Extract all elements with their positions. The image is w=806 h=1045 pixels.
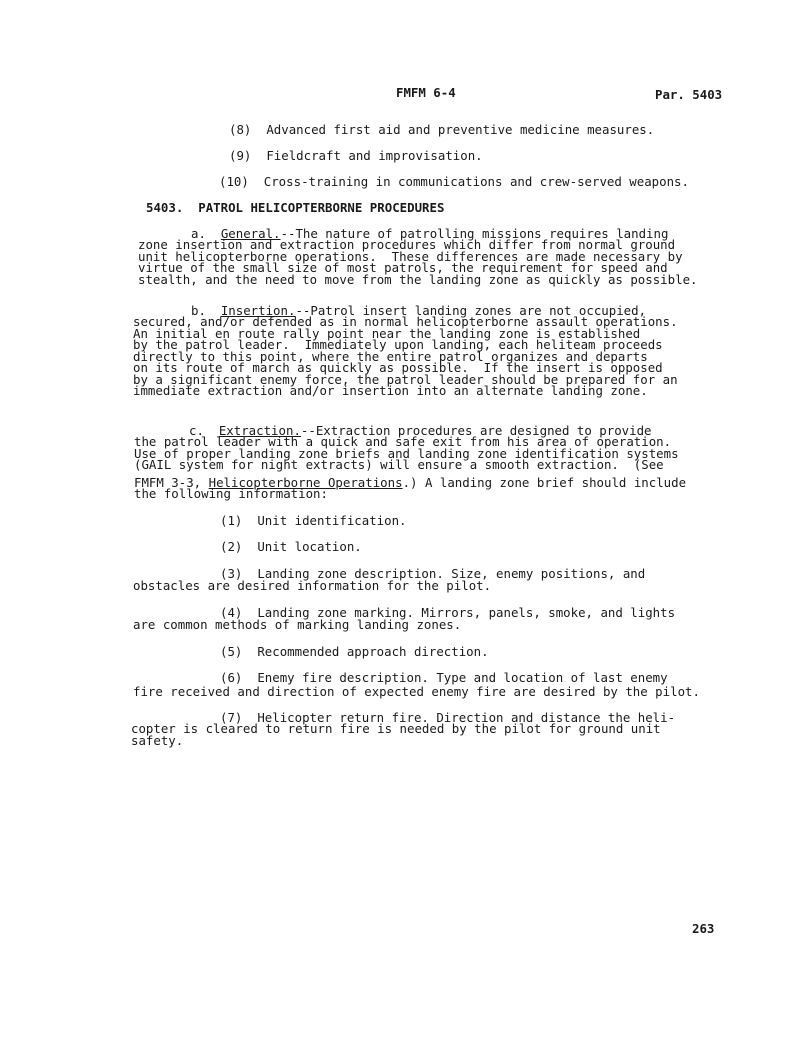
item-text: Helicopter return fire. Direction and distance the heli- [257, 710, 676, 725]
paragraph-heading: Insertion. [220, 303, 296, 318]
item-number: (3) [220, 566, 243, 581]
item-number: (2) [220, 539, 243, 554]
list-item [220, 645, 489, 658]
item-number: (8) [229, 122, 252, 137]
paragraph-heading: General. [220, 226, 281, 241]
item-text: Fieldcraft and improvisation. [266, 148, 483, 163]
paragraph-text: --Patrol insert landing zones are not occupied, [295, 303, 647, 318]
list-item-continuation: copter is cleared to return fire is needed by the pilot for ground unit safety. [131, 721, 661, 748]
list-item-continuation: obstacles are desired information for the pilot. [133, 578, 492, 593]
item-text: Recommended approach direction. [257, 644, 489, 659]
section-heading [146, 201, 444, 214]
paragraph-text: --The nature of patrolling missions requires landing [280, 226, 669, 241]
paragraph-letter: b. [191, 303, 206, 318]
paragraph-b-body: secured, and/or defended as in normal helicopterborne assault operations. An initial en route rally point near the landing zone is established by the patrol leader. Immediately upon landing, each heliteam proceeds directly to this point, where the entire patrol organizes and departs on its route of march as quickly as possible. If the insert is opposed by a significant enemy force, the patrol leader should be prepared for an immediate extraction and/or insertion into an alternate landing zone. [133, 314, 678, 398]
item-text: Unit location. [257, 539, 362, 554]
item-text: Landing zone description. Size, enemy positions, and [257, 566, 646, 581]
list-item [229, 149, 483, 162]
paragraph-c-body: the patrol leader with a quick and safe exit from his area of operation. Use of proper landing zone briefs and landing zone identification systems (GAIL system for night extracts) will ensure a smooth extraction. (See [134, 434, 679, 472]
list-item-continuation: are common methods of marking landing zones. [133, 617, 462, 632]
section-title: PATROL HELICOPTERBORNE PROCEDURES [198, 200, 445, 215]
reference-title: Helicopterborne Operations [208, 475, 403, 490]
list-item [220, 514, 407, 527]
paragraph-c-last-line: the following information: [134, 486, 328, 501]
item-text: Cross-training in communications and crew-served weapons. [263, 174, 689, 189]
paragraph-letter: a. [191, 226, 206, 241]
section-number: 5403. [146, 200, 184, 215]
item-number: (4) [220, 605, 243, 620]
paragraph-text: --Extraction procedures are designed to provide [300, 423, 652, 438]
paragraph-a-body: zone insertion and extraction procedures which differ from normal ground unit helicopterborne operations. These differences are made necessary by virtue of the small size of most patrols, the requirement for speed and stealth, and the need to move from the landing zone as quickly as possible. [138, 237, 698, 287]
paragraph-letter: c. [189, 423, 204, 438]
paragraph-heading: Extraction. [218, 423, 301, 438]
list-item [219, 175, 689, 188]
item-text: Landing zone marking. Mirrors, panels, smoke, and lights [257, 605, 676, 620]
list-item-continuation: fire received and direction of expected enemy fire are desired by the pilot. [133, 684, 700, 699]
list-item [220, 540, 362, 553]
document-id: FMFM 6-4 [396, 85, 456, 100]
item-text: Unit identification. [257, 513, 407, 528]
reference-prefix: FMFM 3-3, [134, 475, 209, 490]
item-number: (9) [229, 148, 252, 163]
item-text: Advanced first aid and preventive medicine measures. [266, 122, 655, 137]
list-item [220, 671, 668, 684]
reference-suffix: .) A landing zone brief should include [402, 475, 687, 490]
item-number: (1) [220, 513, 243, 528]
list-item [229, 123, 654, 136]
paragraph-reference: Par. 5403 [655, 87, 723, 102]
item-number: (7) [220, 710, 243, 725]
item-number: (6) [220, 670, 243, 685]
page-number: 263 [692, 921, 715, 936]
item-text: Enemy fire description. Type and location of last enemy [257, 670, 668, 685]
item-number: (5) [220, 644, 243, 659]
item-number: (10) [219, 174, 249, 189]
